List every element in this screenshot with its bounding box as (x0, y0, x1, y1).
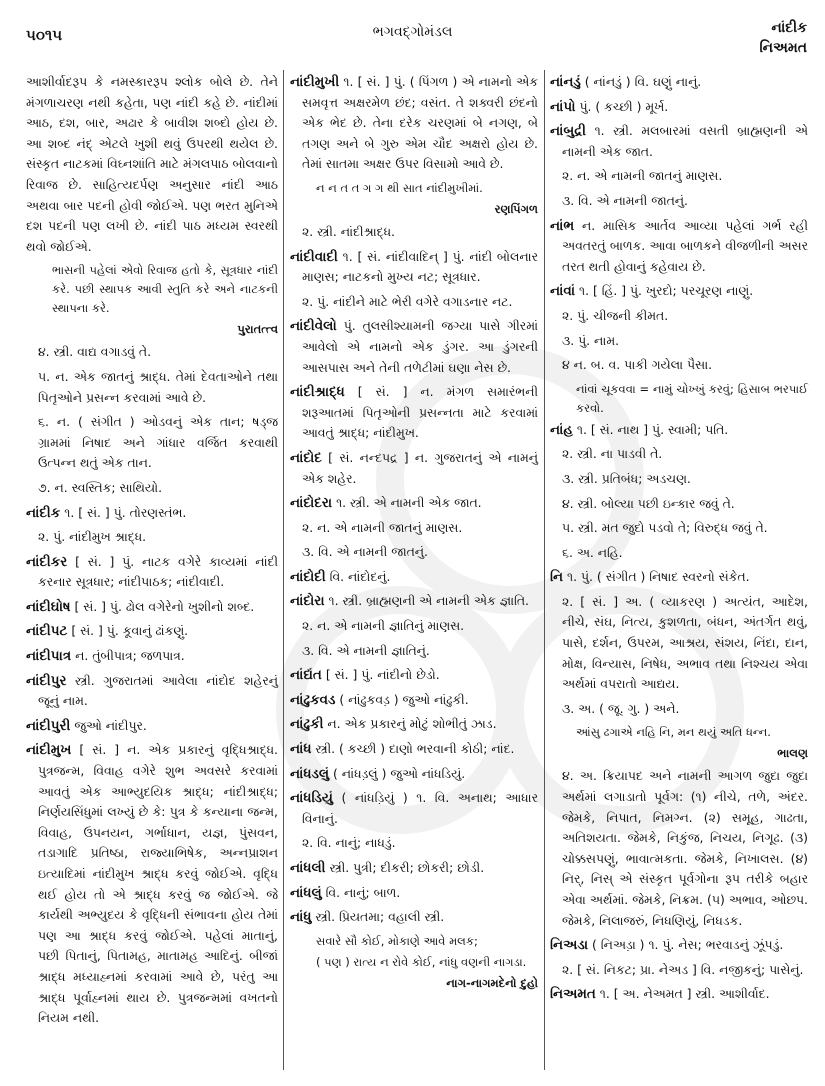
definition-text: ૧. સ્ત્રી. બ્રાહ્મણની એ નામની એક જ્ઞાતિ. (324, 593, 529, 609)
definition-text: રણપિંગળ (494, 201, 538, 216)
definition-text: ૨. [ સં. ] અ. ( વ્યાકરણ ) અત્યંત, આદેશ, નીચે, સંઘ, નિત્ય, કુશળતા, બંધન, અંતર્ગત થવું, પાસે, દર્શન, ઉપરમ, આશ્રય, સંશય, નિંદા, દાન, મોક્ષ, વિન્યાસ, નિષેધ, અભાવ તથા નિશ્ચય એવા અર્થમાં વપરાતો આદ્યય. (562, 593, 808, 692)
definition-text: ભાસની પહેલાં એવો રિવાજ હતો કે, સૂત્રધાર નાંદી કરે. પછી સ્થાપક આવી સ્તુતિ કરે અને નાટકની સ્થાપના કરે. (52, 263, 278, 316)
quotation (290, 179, 538, 198)
definition-text: પું. તુલસીશ્યામની જગ્યા પાસે ગીરમાં આવેલો એ નામનો એક ડુંગર. આ ડુંગરની આસપાસ અને તેની તળેટીમાં ઘણા નેસ છે. (302, 318, 538, 375)
dictionary-entry (550, 216, 808, 278)
page-header (0, 18, 825, 68)
definition-text: ન. એક પ્રકારનું મોટું શોભીતું ઝાડ. (323, 716, 497, 732)
quotation (290, 953, 538, 972)
headword: નિઅમત (550, 986, 596, 1003)
entry-sense (26, 367, 278, 408)
definition-text: ૨. પું. નાંદીને માટે ભેરી વગેરે વગાડનાર નટ. (302, 293, 513, 309)
quotation (550, 380, 808, 418)
definition-text: ૨. પું. ચીજની કીમત. (562, 307, 669, 323)
entry-sense (26, 478, 278, 499)
dictionary-entry (290, 567, 538, 588)
entry-sense (550, 518, 808, 539)
entry-sense (550, 543, 808, 564)
dictionary-entry (550, 567, 808, 588)
definition-text: ૨. સ્ત્રી. નાંદીશ્રાદ્ધ. (302, 223, 395, 239)
dictionary-entry (290, 764, 538, 785)
dictionary-entry (26, 646, 278, 667)
dictionary-entry (290, 788, 538, 829)
headword: નાંધડિયું (290, 790, 333, 807)
dictionary-entry (550, 72, 808, 93)
definition-text: ૧. [ હિં. ] પું. ખુરદો; પરચૂરણ નાણું. (575, 283, 754, 299)
headword: નાંદીઘોષ (26, 598, 71, 615)
column-2 (290, 72, 538, 996)
definition-text: ૩. વિ. એ નામની જાતનું. (562, 192, 688, 208)
definition-text: ૧. સ્ત્રી. એ નામની એક જાત. (332, 495, 482, 511)
dictionary-entry (290, 714, 538, 735)
entry-sense (550, 331, 808, 352)
quotation-source (290, 974, 538, 992)
definition-text: ન. માસિક આર્તવ આવ્યા પહેલાં ગર્ભ રહી અવતરતું બાળક. આવા બાળકને વીજળીની અસર તરત થતી હોવાનું કહેવાય છે. (562, 217, 808, 274)
headword: નાંઢુકવડ (290, 691, 336, 708)
dictionary-entry (26, 671, 278, 712)
definition-text: ૬. અ. નહિ. (562, 544, 623, 560)
headword: નાંનડું (550, 74, 581, 90)
definition-text: સ્ત્રી. પ્રિયતમા; વહાલી સ્ત્રી. (311, 909, 445, 925)
definition-text: ૩. સ્ત્રી. પ્રતિબંધ; અડચણ. (562, 470, 691, 486)
headword: નાંદીપુર (26, 672, 67, 689)
definition-text: સ્ત્રી. પુત્રી; દીકરી; છોકરી; છોડી. (325, 860, 485, 875)
headword: નાંદીમુખ (26, 742, 72, 759)
book-title: ભગવદ્‌ગોમંડલ (372, 24, 453, 40)
dictionary-entry (550, 281, 808, 302)
definition-text: ૨. સ્ત્રી. ના પાડવી તે. (562, 446, 663, 462)
headword: નાંદીપુરી (26, 717, 71, 734)
definition-text: ૫. સ્ત્રી. મત જુદો પડવો તે; વિરુદ્ધ જવું તે. (562, 520, 768, 536)
dictionary-entry (26, 552, 278, 593)
dictionary-entry (290, 72, 538, 175)
quotation (550, 723, 808, 742)
dictionary-entry (290, 247, 538, 288)
column-3 (550, 72, 808, 1009)
quotation (290, 932, 538, 951)
dictionary-entry (290, 858, 538, 879)
dictionary-entry (550, 984, 808, 1005)
definition-text: ૪. સ્ત્રી. વાદ્ય વગાડવું તે. (38, 344, 152, 360)
entry-continuation (26, 72, 278, 257)
definition-text: ૪ ન. બ. વ. પાકી ગયેલા પૈસા. (562, 357, 713, 373)
definition-text: વિ. નાનું; બાળ. (321, 884, 401, 900)
dictionary-entry (550, 935, 808, 956)
definition-text: ૧. [ સં. નાથ ] પું. સ્વામી; પતિ. (572, 421, 729, 437)
headword: નાંપો (550, 98, 576, 115)
entry-sense (290, 542, 538, 563)
headword: નાંધડલું (290, 765, 330, 782)
definition-text: આંસુ ઢગાએ નહિ નિ, મન થયું અતિ ધન્ન. (576, 725, 771, 740)
headword: નાંધલું (290, 884, 322, 901)
headword: નાંઢુકી (290, 716, 324, 733)
definition-text: સ્ત્રી. ( કચ્છી ) દાણો ભરવાની કોઠી; નાંદ. (311, 741, 515, 757)
entry-sense (550, 469, 808, 490)
definition-text: ( નાંધડ઼લું ) જુઓ નાંધડિયું. (329, 765, 466, 781)
headword: નાંધ (290, 741, 312, 758)
headword: નાંદીવાદી (290, 248, 338, 265)
dictionary-entry (550, 97, 808, 118)
definition-text: [ સં. ] પું. નાંદીનો છેડો. (321, 667, 440, 683)
definition-text: ૨. [ સં. નિકટ; પ્રા. નેઅડ ] વિ. નજીકનું; પાસેનું. (562, 961, 804, 977)
dictionary-entry (290, 665, 538, 686)
dictionary-entry (26, 503, 278, 524)
headword: નાંવાં (550, 283, 576, 300)
entry-sense (290, 616, 538, 637)
headword: નાંભ (550, 217, 575, 234)
column-1 (26, 72, 278, 1033)
entry-sense (290, 518, 538, 539)
definition-text: ન. તુંબીપાત્ર; જળપાત્ર. (71, 648, 185, 664)
dictionary-entry (290, 690, 538, 711)
dictionary-entry (290, 382, 538, 444)
dictionary-entry (290, 739, 538, 760)
dictionary-entry (26, 740, 278, 1028)
definition-text: ૨. ન. એ નામની જ્ઞાતિનું માણસ. (302, 618, 465, 634)
definition-text: ૧. પું. ( સંગીત ) નિષાદ સ્વરનો સંકેત. (563, 569, 750, 585)
definition-text: ૧. [ સં. ] પું. ( પિંગળ ) એ નામનો એક સમવૃત્ત અક્ષરમેળ છંદ; વસંત. તે શક્વરી છંદનો એક ભેદ છે. તેના દરેક ચરણમાં બે નગણ, બે તગણ અને બે ગુરુ એમ ચૌદ અક્ષરો હોય છે. તેમાં સાતમા અક્ષર ઉપર વિસામો આવે છે. (302, 74, 538, 172)
entry-sense (26, 342, 278, 363)
definition-text: ૩. અ. ( જૂ. ગુ. ) અને. (562, 700, 680, 716)
quotation-source (26, 320, 278, 338)
definition-text: ૨. ન. એ નામની જાતનું માણસ. (302, 519, 463, 535)
definition-text: નાંવાં ચૂકવવા = નામું ચોખ્ખું કરવું; હિસાબ ભરપાઈ કરવો. (576, 381, 808, 415)
dictionary-entry (26, 621, 278, 642)
dictionary-entry (290, 883, 538, 904)
entry-sense (290, 292, 538, 313)
headword: નાંદોરા (290, 593, 325, 610)
definition-text: ૧. [ અ. નેઅમત ] સ્ત્રી. આશીર્વાદ. (595, 986, 770, 1002)
entry-sense (290, 833, 538, 854)
definition-text: ન ન ત ત ગ ગ થી સાત નાંદીમુખીમાં. (316, 180, 483, 195)
headword: નાંદીકર (26, 553, 68, 570)
entry-sense (290, 641, 538, 662)
quotation (26, 261, 278, 318)
column-divider (283, 70, 284, 1070)
dictionary-entry (290, 493, 538, 514)
entry-sense (290, 222, 538, 243)
definition-text: ૫. ન. એક જાતનું શ્રાદ્ધ. તેમાં દેવતાઓને તથા પિતૃઓને પ્રસન્ન કરવામાં આવે છે. (38, 368, 278, 405)
entry-sense (550, 592, 808, 695)
definition-text: આશીર્વાદરૂપ કે નમસ્કારરૂપ શ્લોક બોલે છે. તેને મંગળાચરણ નથી કહેતા, પણ નાંદી કહે છે. નાંદીમાં આઠ, દશ, બાર, અઢાર કે બાવીશ શબ્દો હોય છે. આ શબ્દ નંદ્ એટલે ખુશી થવું ઉપરથી થયેલ છે. સંસ્કૃત નાટકમાં વિઘ્નશાંતિ માટે મંગલપાઠ બોલવાનો રિવાજ છે. સાહિત્યદર્પણ અનુસાર નાંદી આઠ અથવા બાર પદની હોવી જોઈએ. પણ ભરત મુનિએ દશ પદની પણ લખી છે. નાંદી પાઠ મધ્યમ સ્વરથી થવો જોઈએ. (26, 74, 278, 254)
dictionary-entry (26, 597, 278, 618)
entry-sense (550, 355, 808, 376)
headword: નાંદોદ (290, 449, 322, 466)
definition-text: [ સં. ] ન. એક પ્રકારનું વૃદ્ધિશ્રાદ્ધ. પુત્રજન્મ, વિવાહ વગેરે શુભ અવસરે કરવામાં આવતું એક આભ્યુદયિક શ્રાદ્ધ; નાંદીશ્રાદ્ધ; નિર્ણયસિંધુમાં લખ્યું છે કે: પુત્ર કે કન્યાના જન્મ, વિવાહ, ઉપનયન, ગર્ભાધાન, યજ્ઞ, પુંસવન, તડાગાદિ પ્રતિષ્ઠા, રાજ્યાભિષેક, અન્નપ્રાશન ઇત્યાદિમાં નાંદીમુખ શ્રાદ્ધ કરવું જોઈએ. વૃદ્ધિ થઈ હોય તો એ શ્રાદ્ધ કરવું જ જોઈએ. જે કાર્યથી અભ્યુદય કે વૃદ્ધિની સંભાવના હોય તેમાં પણ આ શ્રાદ્ધ કરવું જોઈએ. પહેલાં માતાનું, પછી પિતાનું, પિતામહ, માતામહ આદિનું. બીજાં શ્રાદ્ધ મધ્યાહ્નમાં કરવામાં આવે છે, પરંતુ આ શ્રાદ્ધ પૂર્વાહ્નમાં થાય છે. પુત્રજન્મમાં વખતનો નિયમ નથી. (38, 742, 278, 1026)
definition-text: ૧. સ્ત્રી. મલબારમાં વસતી બ્રાહ્મણની એ નામની એક જાત. (562, 123, 808, 159)
dictionary-entry (290, 448, 538, 489)
definition-text: ૩. પું. નામ. (562, 332, 620, 348)
entry-sense (550, 494, 808, 515)
guide-word-first: નાંદીક (771, 20, 807, 36)
headword: નાંદ્યંત (290, 667, 322, 684)
definition-text: [ સં. ] ન. મંગળ સમારંભની શરૂઆતમાં પિતૃઓની પ્રસન્નતા માટે કરવામાં આવતું શ્રાદ્ધ; નાંદીમુખ. (302, 384, 538, 441)
definition-text: ( પણ ) રાત્ય ન રોવે કોઈ, નાંધુ વણની નાગડા. (316, 954, 527, 969)
definition-text: ૨. વિ. નાનું; નાધડું. (302, 835, 396, 851)
definition-text: પું. ( કચ્છી ) મૂર્ખ. (575, 98, 669, 114)
dictionary-entry (550, 121, 808, 162)
headword: નાંદીપટ (26, 623, 68, 640)
definition-text: ( નાંઢુકવડ઼ ) જુઓ નાંઢુકી. (335, 691, 469, 707)
definition-text: ૪. સ્ત્રી. બોલ્યા પછી ઇન્કાર જવું તે. (562, 495, 735, 511)
entry-sense (550, 306, 808, 327)
headword: નાંદીક (26, 504, 61, 521)
definition-text: [ સં. ] પું. ઢોલ વગેરેનો ખુશીનો શબ્દ. (70, 598, 255, 614)
headword: નાંદીમુખી (290, 74, 340, 90)
definition-text: ૧. [ સં. ] પું. તોરણસ્તંભ. (60, 504, 187, 520)
page-number: ૫૦૧૫ (26, 26, 63, 44)
dictionary-entry (290, 907, 538, 928)
headword: નાંધલી (290, 860, 326, 876)
definition-text: નાગ-નાગમદેનો દુહો (446, 975, 538, 990)
dictionary-entry (550, 420, 808, 441)
headword: નાંબુદ્રી (550, 123, 587, 140)
headword: નાંદોદી (290, 568, 326, 585)
definition-text: વિ. નાંદોદનું. (325, 568, 391, 584)
entry-sense (26, 412, 278, 474)
definition-text: ૪. અ. ક્રિયાપદ અને નામની આગળ જુદા જુદા અર્થમાં લગાડાતો પૂર્વગ: (૧) નીચે, તળે, અંદર. જેમકે, નિપાત, નિમગ્ન. (૨) સમૂહ, ગાઢતા, અતિશયતા. જેમકે, નિકુંજ, નિચય, નિગૂઢ. (૩) ચોક્કસપણું, ભાવાત્મકતા. જેમકે, નિખાલસ. (૪) નિર્, નિસ્ એ સંસ્કૃત પૂર્વગોના રૂપ તરીકે બહાર એવા અર્થમાં. જેમકે, નિક્રમ. (૫) અભાવ, ઓછપ. જેમકે, નિલાજરું, નિધણિયું, નિધડક. (562, 768, 808, 928)
entry-sense (550, 766, 808, 931)
definition-text: ૧. [ સં. નાંદીવાદિન્ ] પું. નાંદી બોલનાર માણસ; નાટકનો મુખ્ય નટ; સૂત્રધાર. (302, 248, 538, 285)
definition-text: ( નાંધડ઼િયું ) ૧. વિ. અનાથ; આધાર વિનાનું. (302, 790, 538, 826)
headword: નિઅડા (550, 937, 589, 954)
entry-sense (550, 191, 808, 212)
guide-words (759, 18, 807, 58)
definition-text: ૩. વિ. એ નામની જાતનું. (302, 544, 428, 560)
headword: નાંદીવેલો (290, 318, 337, 335)
definition-text: [ સં. નન્દપદ્ર ] ન. ગુજરાતનું એ નામનું એક શહેર. (302, 449, 538, 486)
definition-text: ( નાંનડ઼ું ) વિ. ઘણું નાનું. (580, 74, 702, 89)
headword: નિ (550, 569, 564, 586)
column-divider (544, 70, 545, 1070)
headword: નાંધુ (290, 909, 312, 926)
guide-word-last: નિઅમત (759, 40, 807, 56)
headword: નાંદોદરા (290, 495, 333, 512)
definition-text: ૬. ન. ( સંગીત ) ઓડવનું એક તાન; ષડ્જ ગ્રામમાં નિષાદ અને ગાંધાર વર્જિત કરવાથી ઉત્પન્ન થતું એક તાન. (38, 414, 278, 471)
dictionary-entry (290, 591, 538, 612)
definition-text: ૨. ન. એ નામની જાતનું માણસ. (562, 168, 723, 184)
definition-text: પુરાતત્ત્વ (237, 322, 278, 337)
dictionary-entry (290, 316, 538, 378)
headword: નાંહ (550, 421, 573, 438)
definition-text: ૨. પું. નાંદીમુખ શ્રાદ્ધ. (38, 529, 147, 545)
entry-sense (26, 527, 278, 548)
headword: નાંદીપાત્ર (26, 648, 72, 665)
quotation-source (290, 200, 538, 218)
definition-text: ૩. વિ. એ નામની જ્ઞાતિનું. (302, 642, 430, 658)
entry-sense (550, 699, 808, 720)
definition-text: ૭. ન. સ્વસ્તિક; સાથિયો. (38, 479, 163, 495)
quotation-source (550, 744, 808, 762)
entry-sense (550, 960, 808, 981)
definition-text: [ સં. ] પું. કૂવાનું ઢાંકણું. (67, 623, 189, 639)
definition-text: સવારે સૌ કોઈ, મોકાણે આવે મલક; (316, 933, 478, 948)
definition-text: ભાલણ (777, 746, 808, 761)
dictionary-entry (26, 716, 278, 737)
definition-text: જુઓ નાંદીપુર. (70, 717, 147, 733)
entry-sense (550, 166, 808, 187)
definition-text: ( નિઅડ઼ા ) ૧. પું. નેસ; ભરવાડનું ઝૂંપડું. (588, 937, 784, 953)
definition-text: સ્ત્રી. ગુજરાતમાં આવેલા નાંદોદ શહેરનું જૂનું નામ. (38, 672, 278, 709)
headword: નાંદીશ્રાદ્ધ (290, 384, 345, 401)
definition-text: [ સં. ] પું. નાટક વગેરે કાવ્યમાં નાંદી કરનાર સૂત્રધાર; નાંદીપાઠક; નાંદીવાદી. (38, 553, 278, 590)
entry-sense (550, 444, 808, 465)
